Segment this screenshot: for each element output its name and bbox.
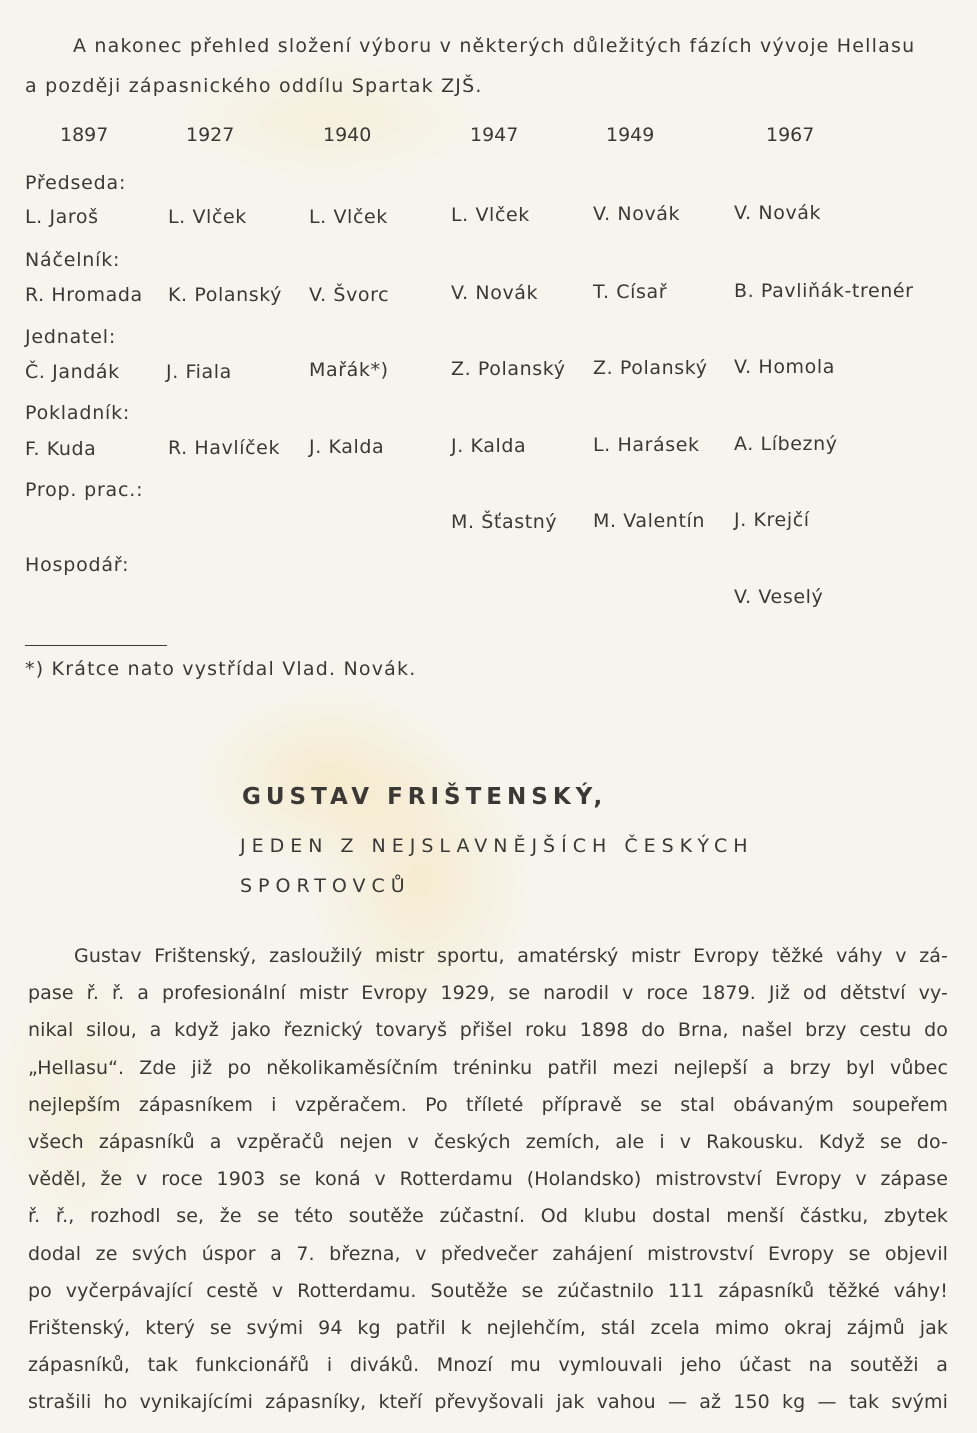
article-subtitle-line-2: SPORTOVCŮ: [240, 875, 411, 897]
table-cell: Č. Jandák: [25, 361, 120, 383]
paragraph-line: strašili ho vynikajícími zápasníky, kteří převyšovali jak vahou — až 150 kg — tak svými: [28, 1391, 948, 1414]
paragraph-line: pase ř. ř. a profesionální mistr Evropy 1929, se narodil v roce 1879. Již od dětství vy-: [28, 982, 948, 1005]
table-cell: Z. Polanský: [451, 358, 566, 380]
intro-line-2: a později zápasnického oddílu Spartak ZJŠ.: [25, 75, 483, 97]
year-1927: 1927: [186, 124, 235, 146]
table-cell: M. Valentín: [593, 510, 706, 532]
article-subtitle-line-1: JEDEN Z NEJSLAVNĚJŠÍCH ČESKÝCH: [240, 835, 754, 857]
table-cell: V. Homola: [734, 356, 835, 378]
paragraph-line: ř. ř., rozhodl se, že se této soutěže zúčastní. Od klubu dostal menší částku, zbytek: [28, 1205, 948, 1228]
table-cell: J. Krejčí: [734, 509, 810, 531]
year-1897: 1897: [60, 124, 109, 146]
paragraph-line: Frištenský, který se svými 94 kg patřil k nejlehčím, stál zcela mimo okraj zájmů jak: [28, 1317, 948, 1340]
article-title: GUSTAV FRIŠTENSKÝ,: [242, 784, 608, 810]
table-cell: L. Vlček: [168, 206, 247, 228]
table-cell: V. Novák: [734, 202, 822, 224]
table-cell: V. Veselý: [734, 586, 824, 608]
table-cell: B. Pavliňák-trenér: [734, 280, 914, 302]
paragraph-line: „Hellasu“. Zde již po několikaměsíčním tréninku patřil mezi nejlepší a brzy byl vůbec: [28, 1056, 948, 1079]
table-cell: M. Šťastný: [451, 511, 558, 533]
table-cell: L. Jaroš: [25, 206, 99, 228]
role-label-predseda: Předseda:: [25, 172, 127, 194]
paragraph-line: nejlepším zápasníkem i vzpěračem. Po tříleté přípravě se stal obávaným soupeřem: [28, 1093, 948, 1116]
role-label-prop-prac: Prop. prac.:: [25, 479, 144, 501]
article-subtitle: [240, 826, 840, 906]
table-cell: V. Novák: [451, 282, 539, 304]
table-cell: J. Kalda: [451, 435, 527, 457]
paragraph-line: nikal silou, a když jako řeznický tovaryš přišel roku 1898 do Brna, našel brzy cestu do: [28, 1019, 948, 1042]
role-label-nacelnik: Náčelník:: [25, 249, 121, 271]
year-1949: 1949: [606, 124, 655, 146]
role-label-hospodar: Hospodář:: [25, 554, 130, 576]
table-cell: A. Líbezný: [734, 433, 838, 455]
table-cell: F. Kuda: [25, 438, 97, 460]
table-cell: T. Císař: [593, 281, 668, 303]
year-1940: 1940: [323, 124, 372, 146]
table-cell: R. Hromada: [25, 284, 143, 306]
year-1967: 1967: [766, 124, 815, 146]
table-cell: J. Kalda: [309, 436, 385, 458]
table-cell: L. Vlček: [451, 204, 530, 226]
table-cell: V. Švorc: [309, 284, 390, 306]
intro-line-1: A nakonec přehled složení výboru v některých důležitých fázích vývoje Hellasu: [73, 35, 916, 57]
table-cell: K. Polanský: [168, 284, 282, 306]
paragraph-line: věděl, že v roce 1903 se koná v Rotterdamu (Holandsko) mistrovství Evropy v zápase: [28, 1168, 948, 1191]
footnote-divider: [25, 645, 167, 646]
table-cell: V. Novák: [593, 203, 681, 225]
role-label-jednatel: Jednatel:: [25, 326, 117, 348]
paragraph-line: po vyčerpávající cestě v Rotterdamu. Soutěže se zúčastnilo 111 zápasníků těžké váhy!: [28, 1279, 948, 1302]
paragraph-line: zápasníků, tak funkcionářů i diváků. Mnozí mu vymlouvali jeho účast na soutěži a: [28, 1354, 948, 1377]
paragraph-line: Gustav Frištenský, zasloužilý mistr sportu, amatérský mistr Evropy těžké váhy v zá-: [74, 945, 948, 967]
paragraph-line: všech zápasníků a vzpěračů nejen v českých zemích, ale i v Rakousku. Když se do-: [28, 1131, 948, 1154]
table-year-header: [0, 124, 977, 156]
paragraph-line: dodal ze svých úspor a 7. března, v předvečer zahájení mistrovství Evropy se objevil: [28, 1242, 948, 1265]
table-cell: Mařák*): [309, 359, 389, 381]
year-1947: 1947: [470, 124, 519, 146]
footnote: *) Krátce nato vystřídal Vlad. Novák.: [25, 658, 417, 680]
article-paragraph: [28, 938, 948, 1422]
table-cell: L. Harásek: [593, 434, 700, 456]
role-label-pokladnik: Pokladník:: [25, 402, 131, 424]
table-cell: Z. Polanský: [593, 357, 708, 379]
table-cell: L. Vlček: [309, 206, 388, 228]
intro-paragraph: [25, 26, 955, 106]
table-cell: R. Havlíček: [168, 437, 281, 459]
table-cell: J. Fiala: [166, 361, 232, 383]
